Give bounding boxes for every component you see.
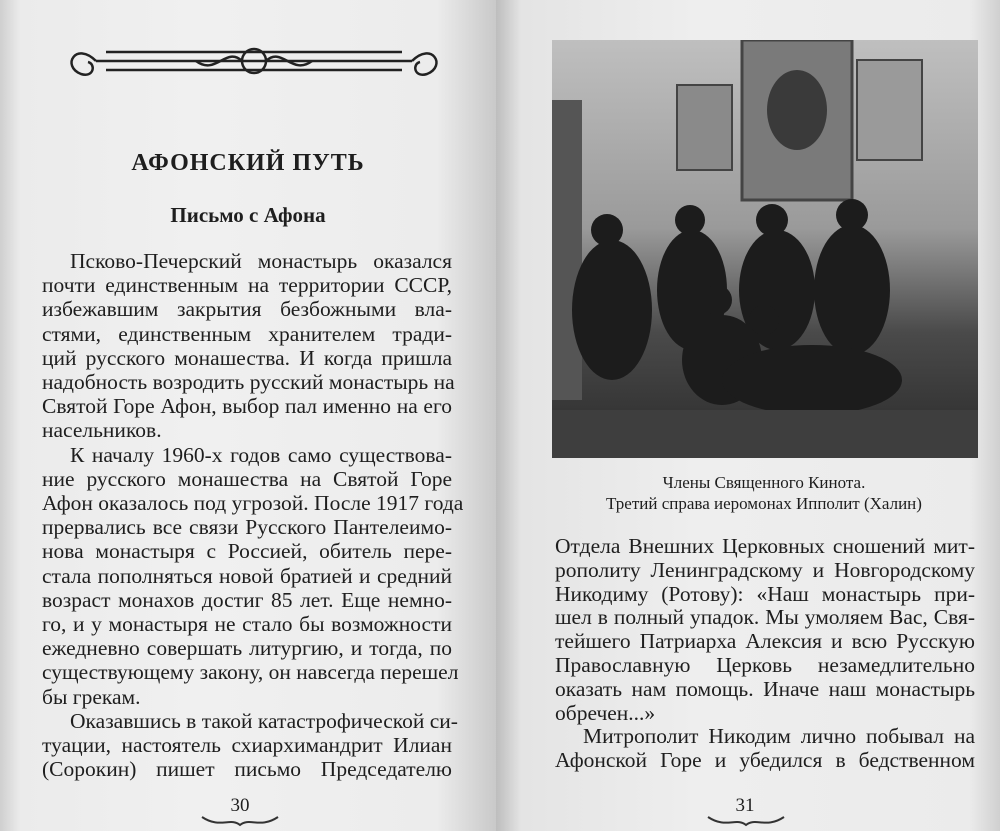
text-line: нова монастыря с Россией, обитель пере- (42, 539, 452, 563)
left-page (0, 0, 496, 831)
text-line: насельников. (42, 418, 162, 442)
text-line: Святой Горе Афон, выбор пал именно на его (42, 394, 452, 418)
header-ornament (66, 36, 442, 86)
text-line: избежавшим закрытия безбожными вла- (42, 297, 452, 321)
text-line: ций русского монашества. И когда пришла (42, 346, 452, 370)
text-line: ние русского монашества на Святой Горе (42, 467, 452, 491)
footer-ornament (706, 815, 786, 831)
text-line: рополиту Ленинградскому и Новгородскому (555, 558, 975, 582)
text-line: Афон оказалось под угрозой. После 1917 года (42, 491, 464, 515)
text-line: Никодиму (Ротову): «Наш монастырь при- (555, 582, 975, 606)
text-line: почти единственным на территории СССР, (42, 273, 452, 297)
text-line: возраст монахов достиг 85 лет. Еще немно- (42, 588, 452, 612)
text-line: стями, единственным хранителем тради- (42, 322, 452, 346)
text-line: Оказавшись в такой катастрофической си- (70, 709, 458, 733)
text-line: Псково-Печерский монастырь оказался (70, 249, 452, 273)
photo-caption-line-2: Третий справа иеромонах Ипполит (Халин) (606, 494, 922, 513)
text-line: тейшего Патриарха Алексия и всю Русскую (555, 629, 975, 653)
chapter-title: АФОНСКИЙ ПУТЬ (131, 150, 365, 176)
text-line: ежедневно совершать литургию, и тогда, по (42, 636, 452, 660)
text-line: К началу 1960-х годов само существова- (70, 443, 452, 467)
text-line: (Сорокин) пишет письмо Председателю (42, 757, 452, 781)
text-line: обречен...» (555, 701, 656, 725)
text-line: Православную Церковь незамедлительно (555, 653, 975, 677)
text-line: существующему закону, он навсегда перешел (42, 660, 459, 684)
text-line: туации, настоятель схиархимандрит Илиан (42, 733, 452, 757)
text-line: прервались все связи Русского Пантелеимо- (42, 515, 452, 539)
page-number: 31 (735, 795, 755, 816)
text-line: Митрополит Никодим лично побывал на (583, 724, 975, 748)
text-line: бы грекам. (42, 685, 141, 709)
group-photo (552, 40, 978, 458)
text-line: Отдела Внешних Церковных сношений мит- (555, 534, 975, 558)
page-number: 30 (230, 795, 250, 816)
section-title: Письмо с Афона (170, 203, 326, 227)
text-line: стала пополняться новой братией и средний (42, 564, 452, 588)
text-line: Афонской Горе и убедился в бедственном (555, 748, 975, 772)
text-line: шел в полный упадок. Мы умоляем Вас, Свя- (555, 605, 975, 629)
text-line: го, и у монастыря не стало бы возможности (42, 612, 452, 636)
photo-caption-line-1: Члены Священного Кинота. (662, 473, 866, 492)
text-line: надобность возродить русский монастырь на (42, 370, 455, 394)
right-page (496, 0, 1000, 831)
text-line: оказать нам помощь. Иначе наш монастырь (555, 677, 975, 701)
footer-ornament (200, 815, 280, 831)
